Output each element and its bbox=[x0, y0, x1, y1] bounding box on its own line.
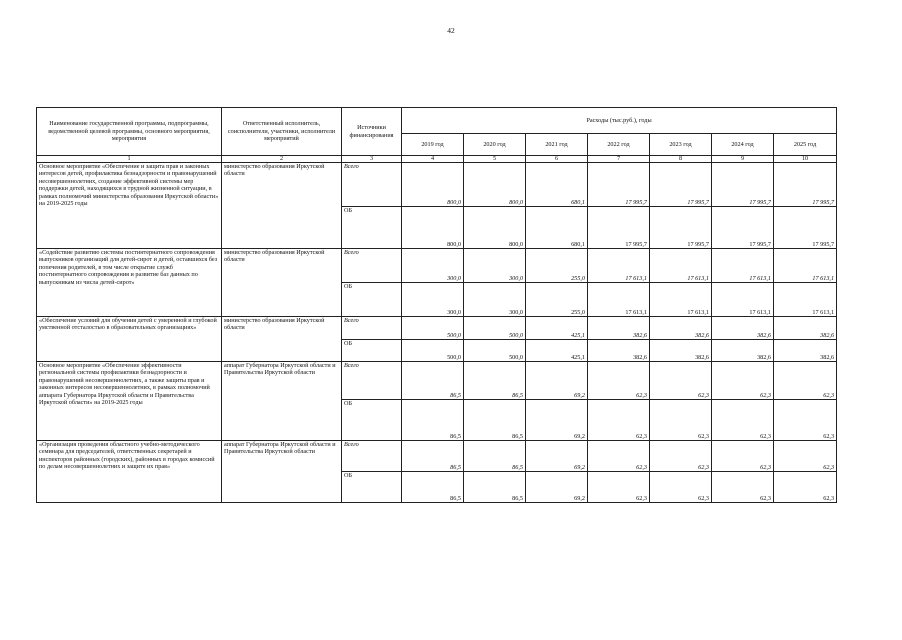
source-ob: ОБ bbox=[342, 400, 402, 441]
value-ob: 86,5 bbox=[464, 472, 526, 503]
header-year: 2025 год bbox=[774, 134, 837, 156]
value-total: 17 613,1 bbox=[774, 249, 837, 283]
column-number: 6 bbox=[526, 156, 588, 163]
value-total: 86,5 bbox=[464, 362, 526, 400]
value-ob: 17 613,1 bbox=[712, 283, 774, 317]
table-row bbox=[37, 163, 837, 207]
value-total: 86,5 bbox=[402, 441, 464, 472]
source-total: Всего bbox=[342, 317, 402, 340]
value-ob: 62,3 bbox=[712, 400, 774, 441]
value-ob: 62,3 bbox=[774, 472, 837, 503]
value-total: 62,3 bbox=[650, 441, 712, 472]
header-responsible-column: Ответственный исполнитель, соисполнители, участники, исполнители мероприятий bbox=[222, 108, 342, 156]
source-total: Всего bbox=[342, 249, 402, 283]
value-total: 17 613,1 bbox=[650, 249, 712, 283]
value-ob: 300,0 bbox=[464, 283, 526, 317]
value-ob: 17 613,1 bbox=[650, 283, 712, 317]
value-total: 17 995,7 bbox=[650, 163, 712, 207]
value-ob: 382,6 bbox=[650, 340, 712, 362]
value-total: 62,3 bbox=[588, 441, 650, 472]
value-ob: 17 613,1 bbox=[774, 283, 837, 317]
value-ob: 62,3 bbox=[650, 472, 712, 503]
budget-table bbox=[36, 107, 837, 503]
value-ob: 62,3 bbox=[588, 472, 650, 503]
value-ob: 800,0 bbox=[464, 207, 526, 249]
value-total: 62,3 bbox=[712, 362, 774, 400]
value-total: 382,6 bbox=[588, 317, 650, 340]
value-total: 300,0 bbox=[464, 249, 526, 283]
value-ob: 800,0 bbox=[402, 207, 464, 249]
responsible-executor: аппарат Губернатора Иркутской области и Правительства Иркутской области bbox=[222, 362, 342, 441]
value-ob: 17 995,7 bbox=[712, 207, 774, 249]
value-total: 382,6 bbox=[774, 317, 837, 340]
value-ob: 62,3 bbox=[588, 400, 650, 441]
responsible-executor: аппарат Губернатора Иркутской области и Правительства Иркутской области bbox=[222, 441, 342, 503]
value-total: 62,3 bbox=[712, 441, 774, 472]
column-number: 10 bbox=[774, 156, 837, 163]
value-total: 300,0 bbox=[402, 249, 464, 283]
table-row bbox=[37, 317, 837, 340]
value-total: 17 613,1 bbox=[588, 249, 650, 283]
value-ob: 17 613,1 bbox=[588, 283, 650, 317]
column-number: 3 bbox=[342, 156, 402, 163]
value-ob: 17 995,7 bbox=[588, 207, 650, 249]
source-ob: ОБ bbox=[342, 340, 402, 362]
value-ob: 17 995,7 bbox=[650, 207, 712, 249]
value-ob: 680,1 bbox=[526, 207, 588, 249]
responsible-executor: министерство образования Иркутской области bbox=[222, 163, 342, 249]
table-row bbox=[37, 362, 837, 400]
source-ob: ОБ bbox=[342, 472, 402, 503]
table-row bbox=[37, 249, 837, 283]
value-ob: 425,1 bbox=[526, 340, 588, 362]
column-number: 2 bbox=[222, 156, 342, 163]
value-ob: 86,5 bbox=[464, 400, 526, 441]
value-ob: 86,5 bbox=[402, 472, 464, 503]
value-total: 62,3 bbox=[650, 362, 712, 400]
activity-name: «Обеспечение условий для обучения детей с умеренной и глубокой умственной отсталостью в образовательных организациях» bbox=[37, 317, 222, 362]
table-row bbox=[37, 441, 837, 472]
value-ob: 382,6 bbox=[588, 340, 650, 362]
value-total: 62,3 bbox=[774, 362, 837, 400]
value-total: 680,1 bbox=[526, 163, 588, 207]
activity-name: «Организация проведения областного учебно-методического семинара для председателей, ответственных секретарей и инспекторов районных (городских), районных в городах комиссий по делам несовершеннолетних и защите их прав» bbox=[37, 441, 222, 503]
column-number: 5 bbox=[464, 156, 526, 163]
activity-name: «Содействие развитию системы постинтернатного сопровождения выпускников организаций для детей-сирот и детей, оставшихся без попечения родителей, в том числе открытие служб постинтернатного сопровождения и развитие баз данных по выпускникам из числа детей-сирот» bbox=[37, 249, 222, 317]
header-year: 2020 год bbox=[464, 134, 526, 156]
value-total: 500,0 bbox=[464, 317, 526, 340]
header-year: 2022 год bbox=[588, 134, 650, 156]
source-ob: ОБ bbox=[342, 207, 402, 249]
column-number: 9 bbox=[712, 156, 774, 163]
header-source-column: Источники финансирования bbox=[342, 108, 402, 156]
header-expenses: Расходы (тыс.руб.), годы bbox=[402, 108, 837, 134]
value-total: 800,0 bbox=[402, 163, 464, 207]
column-number: 4 bbox=[402, 156, 464, 163]
responsible-executor: министерство образования Иркутской области bbox=[222, 249, 342, 317]
value-total: 17 613,1 bbox=[712, 249, 774, 283]
value-total: 62,3 bbox=[774, 441, 837, 472]
header-year: 2024 год bbox=[712, 134, 774, 156]
value-ob: 62,3 bbox=[650, 400, 712, 441]
page-number: 42 bbox=[447, 26, 455, 35]
value-total: 69,2 bbox=[526, 362, 588, 400]
header-year: 2023 год bbox=[650, 134, 712, 156]
value-total: 69,2 bbox=[526, 441, 588, 472]
value-total: 382,6 bbox=[712, 317, 774, 340]
source-total: Всего bbox=[342, 163, 402, 207]
value-total: 86,5 bbox=[464, 441, 526, 472]
header-year: 2021 год bbox=[526, 134, 588, 156]
value-ob: 255,0 bbox=[526, 283, 588, 317]
source-total: Всего bbox=[342, 441, 402, 472]
activity-name: Основное мероприятие «Обеспечение и защита прав и законных интересов детей, профилактика безнадзорности и правонарушений несовершеннолетних, создание эффективной системы мер поддержки детей, находящихся в трудной жизненной ситуации, в рамках полномочий министерства образования Иркутской области» на 2019-2025 годы bbox=[37, 163, 222, 249]
value-ob: 500,0 bbox=[402, 340, 464, 362]
value-total: 17 995,7 bbox=[588, 163, 650, 207]
value-ob: 69,2 bbox=[526, 400, 588, 441]
value-ob: 62,3 bbox=[712, 472, 774, 503]
value-total: 500,0 bbox=[402, 317, 464, 340]
value-ob: 382,6 bbox=[712, 340, 774, 362]
source-total: Всего bbox=[342, 362, 402, 400]
header-name-column: Наименование государственной программы, подпрограммы, ведомственной целевой программы, основного мероприятия, мероприятия bbox=[37, 108, 222, 156]
value-total: 800,0 bbox=[464, 163, 526, 207]
value-ob: 500,0 bbox=[464, 340, 526, 362]
column-number: 1 bbox=[37, 156, 222, 163]
value-total: 425,1 bbox=[526, 317, 588, 340]
activity-name: Основное мероприятие «Обеспечение эффективности региональной системы профилактики безнадзорности и правонарушений несовершеннолетних, а также защиты прав и законных интересов несовершеннолетних, в рамках полномочий аппарата Губернатора Иркутской области и Правительства Иркутской области» на 2019-2025 годы bbox=[37, 362, 222, 441]
value-ob: 300,0 bbox=[402, 283, 464, 317]
value-ob: 382,6 bbox=[774, 340, 837, 362]
source-ob: ОБ bbox=[342, 283, 402, 317]
value-ob: 62,3 bbox=[774, 400, 837, 441]
header-year: 2019 год bbox=[402, 134, 464, 156]
value-total: 17 995,7 bbox=[712, 163, 774, 207]
column-number: 8 bbox=[650, 156, 712, 163]
value-total: 86,5 bbox=[402, 362, 464, 400]
column-number: 7 bbox=[588, 156, 650, 163]
responsible-executor: министерство образования Иркутской области bbox=[222, 317, 342, 362]
value-total: 17 995,7 bbox=[774, 163, 837, 207]
value-ob: 17 995,7 bbox=[774, 207, 837, 249]
value-total: 62,3 bbox=[588, 362, 650, 400]
value-total: 382,6 bbox=[650, 317, 712, 340]
value-ob: 69,2 bbox=[526, 472, 588, 503]
value-ob: 86,5 bbox=[402, 400, 464, 441]
value-total: 255,0 bbox=[526, 249, 588, 283]
